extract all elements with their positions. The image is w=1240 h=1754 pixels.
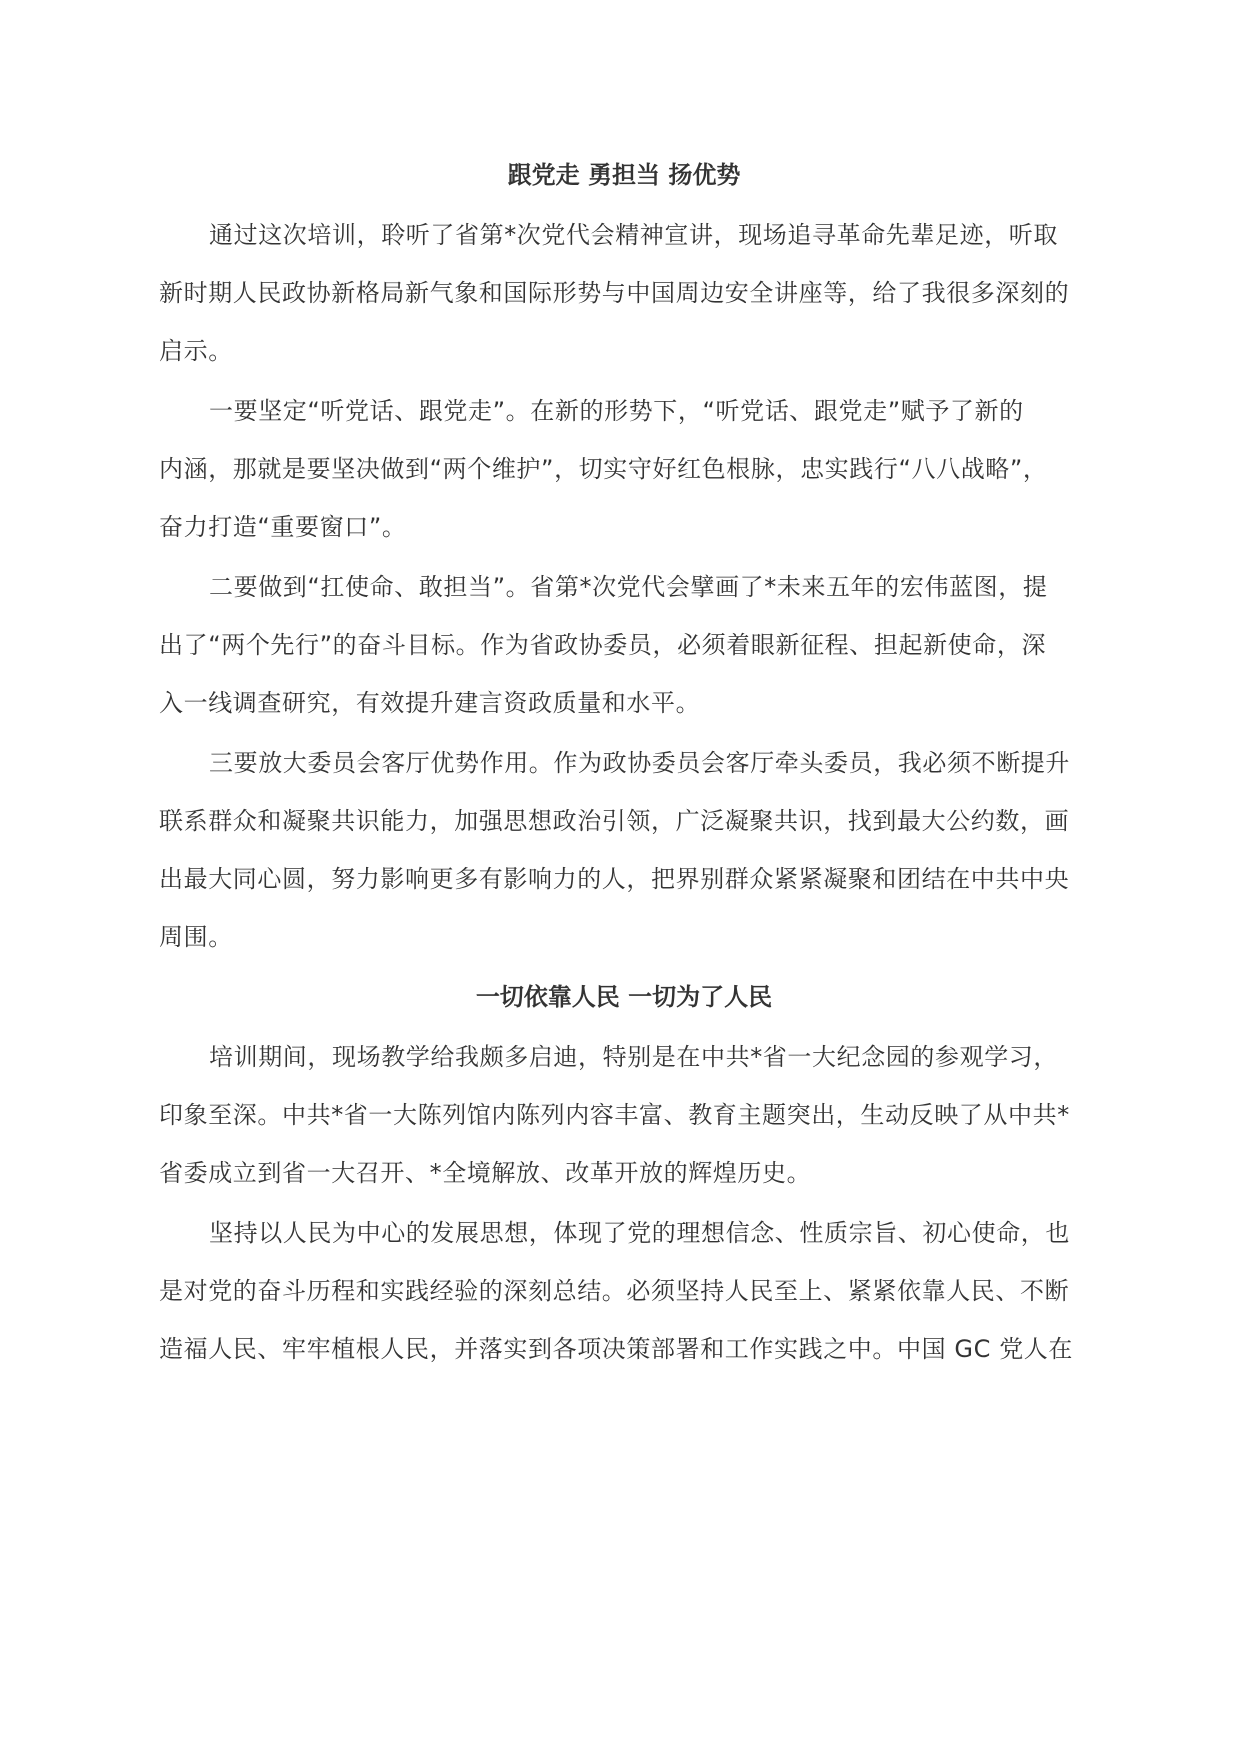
s1-p3-line-2: 出了“两个先行”的奋斗目标。作为省政协委员，必须着眼新征程、担起新使命，深 <box>159 631 1047 659</box>
s1-p3-line-1: 二要做到“扛使命、敢担当”。省第*次党代会擘画了*未来五年的宏伟蓝图，提 <box>209 573 1048 601</box>
s2-p1-line-2: 印象至深。中共*省一大陈列馆内陈列内容丰富、教育主题突出，生动反映了从中共* <box>159 1101 1070 1129</box>
s1-p4-line-2: 联系群众和凝聚共识能力，加强思想政治引领，广泛凝聚共识，找到最大公约数，画 <box>159 807 1070 835</box>
s1-p3-line-3: 入一线调查研究，有效提升建言资政质量和水平。 <box>159 689 701 717</box>
section-2-title: 一切依靠人民 一切为了人民 <box>475 983 773 1011</box>
s1-p4-line-4: 周围。 <box>159 923 233 951</box>
s2-p2-line-3: 造福人民、牢牢植根人民，并落实到各项决策部署和工作实践之中。中国 GC 党人在 <box>159 1335 1074 1363</box>
s2-p1-line-3: 省委成立到省一大召开、*全境解放、改革开放的辉煌历史。 <box>159 1159 812 1187</box>
s2-p2-line-2: 是对党的奋斗历程和实践经验的深刻总结。必须坚持人民至上、紧紧依靠人民、不断 <box>159 1277 1070 1305</box>
s1-p2-line-3: 奋力打造“重要窗口”。 <box>159 513 407 541</box>
s1-p2-line-2: 内涵，那就是要坚决做到“两个维护”，切实守好红色根脉，忠实践行“八八战略”， <box>159 455 1048 483</box>
s1-p1-line-3: 启示。 <box>159 337 233 365</box>
s2-p1-line-1: 培训期间，现场教学给我颇多启迪，特别是在中共*省一大纪念园的参观学习， <box>209 1043 1058 1071</box>
s1-p4-line-3: 出最大同心圆，努力影响更多有影响力的人，把界别群众紧紧凝聚和团结在中共中央 <box>159 865 1070 893</box>
s1-p1-line-1: 通过这次培训，聆听了省第*次党代会精神宣讲，现场追寻革命先辈足迹，听取 <box>209 221 1058 249</box>
s1-p2-line-1: 一要坚定“听党话、跟党走”。在新的形势下，“听党话、跟党走”赋予了新的 <box>209 397 1024 425</box>
s1-p4-line-1: 三要放大委员会客厅优势作用。作为政协委员会客厅牵头委员，我必须不断提升 <box>209 749 1070 777</box>
s1-p1-line-2: 新时期人民政协新格局新气象和国际形势与中国周边安全讲座等，给了我很多深刻的 <box>159 279 1070 307</box>
section-1-title: 跟党走 勇担当 扬优势 <box>507 161 741 189</box>
s2-p2-line-1: 坚持以人民为中心的发展思想，体现了党的理想信念、性质宗旨、初心使命，也 <box>209 1219 1070 1247</box>
